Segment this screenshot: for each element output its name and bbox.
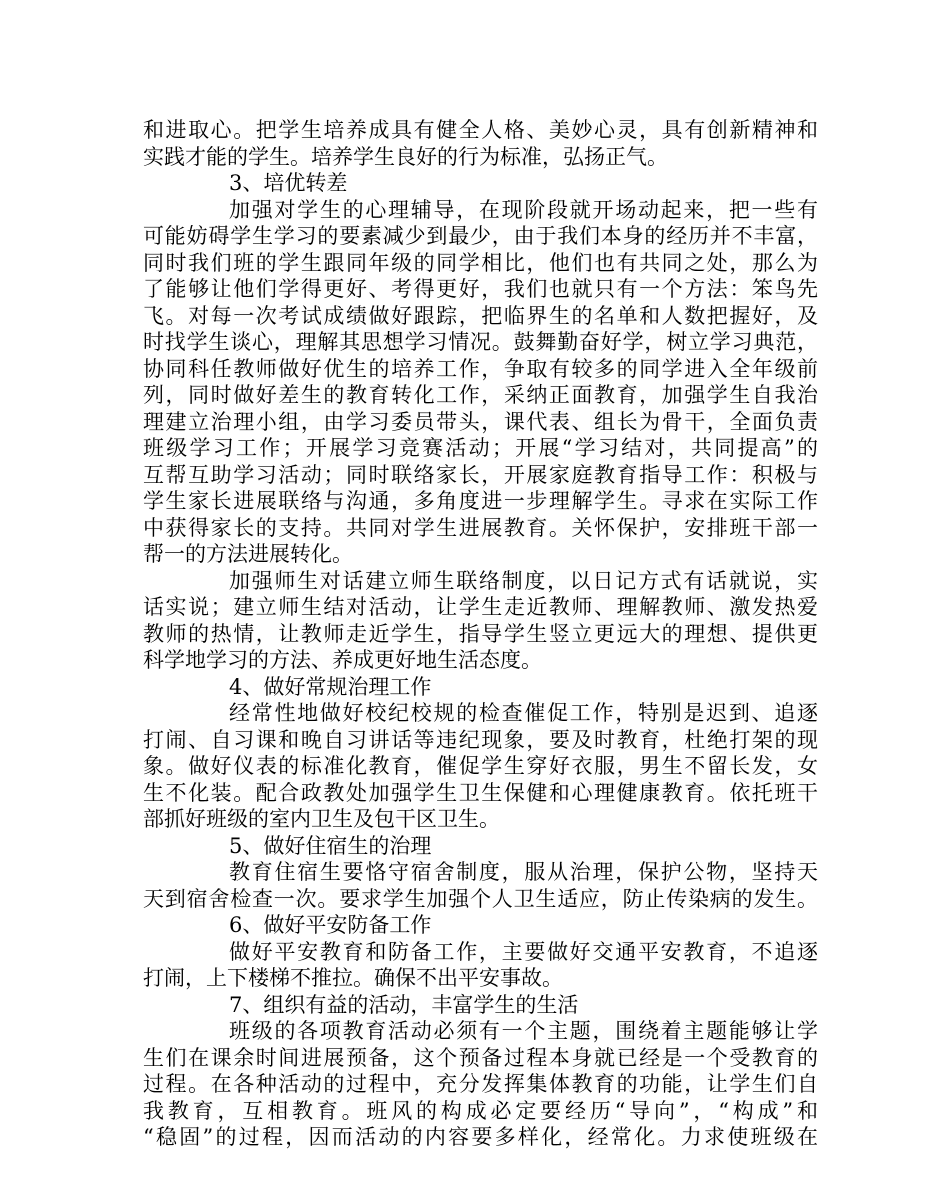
text-line: 同时我们班的学生跟同年级的同学相比，他们也有共同之处，那么为 bbox=[143, 250, 818, 275]
text-line: 教育住宿生要恪守宿舍制度，服从治理，保护公物，坚持天 bbox=[229, 860, 818, 884]
text-line: 列，同时做好差生的教育转化工作，采纳正面教育，加强学生自我治 bbox=[143, 383, 818, 407]
text-line: 时找学生谈心，理解其思想学习情况。鼓舞勤奋好学，树立学习典范， bbox=[143, 330, 818, 354]
text-line: 帮一的方法进展转化。 bbox=[143, 542, 353, 566]
text-line: 实践才能的学生。培养学生良好的行为标准，弘扬正气。 bbox=[143, 144, 668, 169]
text-line: 理建立治理小组，由学习委员带头，课代表、组长为骨干，全面负责 bbox=[143, 409, 818, 434]
text-line: 5、做好住宿生的治理 bbox=[229, 833, 432, 858]
text-line: “稳固”的过程，因而活动的内容要多样化，经常化。力求使班级在 bbox=[143, 1125, 818, 1149]
text-line: 3、培优转差 bbox=[229, 171, 348, 195]
text-line: 加强师生对话建立师生联络制度，以日记方式有话就说，实 bbox=[229, 568, 818, 593]
text-line: 做好平安教育和防备工作，主要做好交通平安教育，不追逐 bbox=[229, 939, 818, 964]
text-line: 了能够让他们学得更好、考得更好，我们也就只有一个方法：笨鸟先 bbox=[143, 277, 818, 301]
text-line: 打闹、自习课和晚自习讲话等违纪现象，要及时教育，杜绝打架的现 bbox=[143, 727, 818, 752]
text-line: 和进取心。把学生培养成具有健全人格、美妙心灵，具有创新精神和 bbox=[143, 118, 818, 142]
text-line: 可能妨碍学生学习的要素减少到最少，由于我们本身的经历并不丰富， bbox=[143, 224, 818, 248]
text-line: 生们在课余时间进展预备，这个预备过程本身就已经是一个受教育的 bbox=[143, 1045, 818, 1070]
text-line: 互帮互助学习活动；同时联络家长，开展家庭教育指导工作：积极与 bbox=[143, 462, 818, 487]
text-line: 班级的各项教育活动必须有一个主题，围绕着主题能够让学 bbox=[229, 1019, 818, 1043]
text-line: 4、做好常规治理工作 bbox=[229, 674, 432, 699]
text-line: 天到宿舍检查一次。要求学生加强个人卫生适应，防止传染病的发生。 bbox=[143, 886, 818, 911]
text-line: 7、组织有益的活动，丰富学生的生活 bbox=[229, 992, 579, 1017]
text-line: 经常性地做好校纪校规的检查催促工作，特别是迟到、追逐 bbox=[229, 701, 818, 725]
text-line: 打闹，上下楼梯不推拉。确保不出平安事故。 bbox=[143, 966, 563, 990]
text-line: 我教育，互相教育。班风的构成必定要经历“导向”，“构成”和 bbox=[143, 1098, 818, 1123]
text-line: 话实说；建立师生结对活动，让学生走近教师、理解教师、激发热爱 bbox=[143, 595, 818, 619]
document-body bbox=[143, 117, 818, 1151]
text-line: 班级学习工作；开展学习竞赛活动；开展“学习结对，共同提高”的 bbox=[143, 436, 818, 460]
text-line: 加强对学生的心理辅导，在现阶段就开场动起来，把一些有 bbox=[229, 197, 818, 222]
text-line: 6、做好平安防备工作 bbox=[229, 913, 432, 937]
text-line: 象。做好仪表的标准化教育，催促学生穿好衣服，男生不留长发，女 bbox=[143, 754, 818, 778]
text-line: 部抓好班级的室内卫生及包干区卫生。 bbox=[143, 807, 500, 831]
text-line: 飞。对每一次考试成绩做好跟踪，把临界生的名单和人数把握好，及 bbox=[143, 303, 818, 328]
text-line: 教师的热情，让教师走近学生，指导学生竖立更远大的理想、提供更 bbox=[143, 621, 818, 646]
text-line: 协同科任教师做好优生的培养工作，争取有较多的同学进入全年级前 bbox=[143, 356, 818, 381]
text-line: 学生家长进展联络与沟通，多角度进一步理解学生。寻求在实际工作 bbox=[143, 489, 818, 513]
text-line: 科学地学习的方法、养成更好地生活态度。 bbox=[143, 648, 542, 672]
text-line: 过程。在各种活动的过程中，充分发挥集体教育的功能，让学生们自 bbox=[143, 1072, 818, 1096]
text-line: 生不化装。配合政教处加强学生卫生保健和心理健康教育。依托班干 bbox=[143, 780, 818, 805]
text-line: 中获得家长的支持。共同对学生进展教育。关怀保护，安排班干部一 bbox=[143, 515, 818, 540]
